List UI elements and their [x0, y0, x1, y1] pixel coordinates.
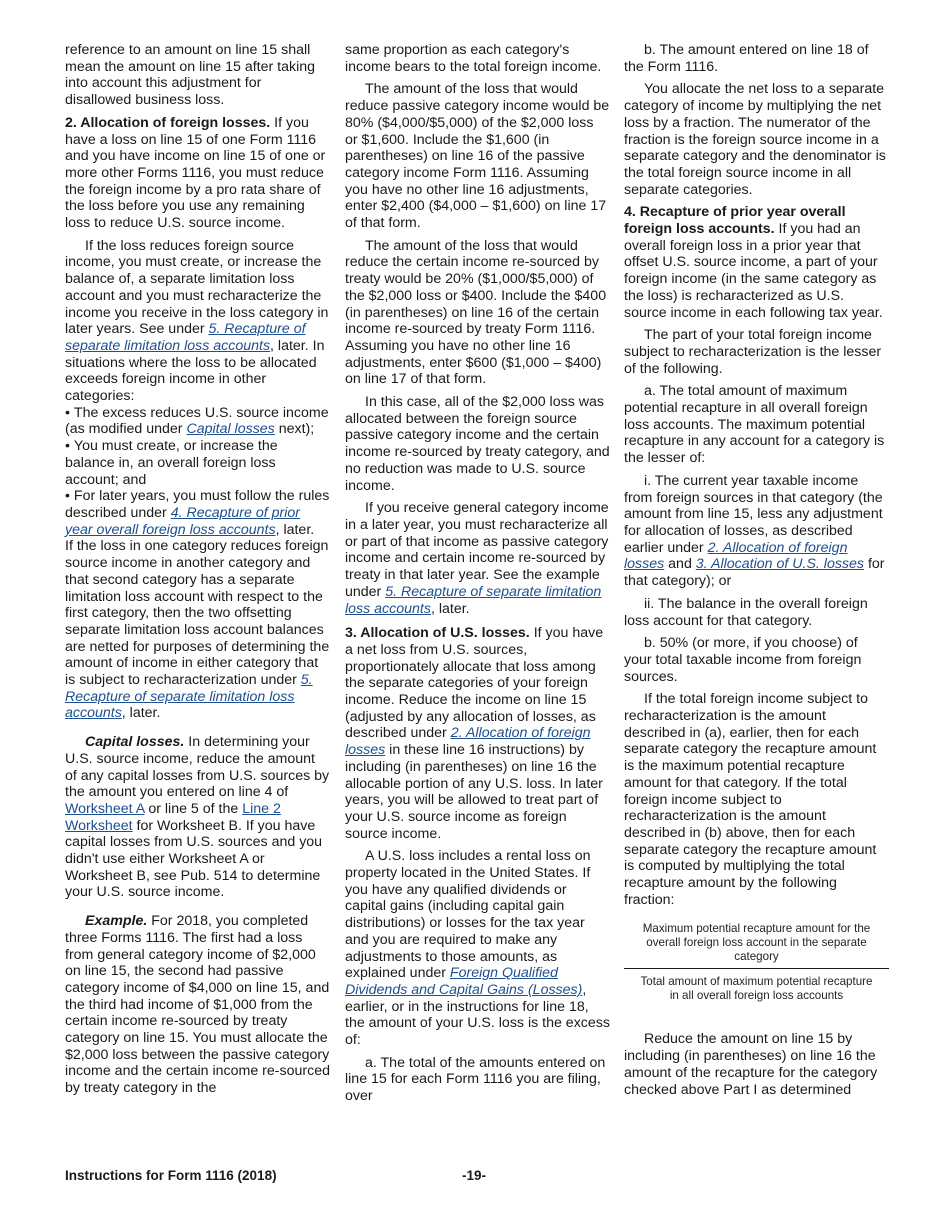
bullet-list [65, 405, 330, 539]
text: in these line 16 instructions) by including (in parentheses) on line 16 the allocable portion of any U.S. loss. In later years, you will be allowed to treat part of your U.S. source income as foreign source income. [345, 742, 603, 842]
column-3 [624, 42, 889, 1104]
paragraph: The amount of the loss that would reduce passive category income would be 80% ($4,000/$5,000) of the $2,000 loss or $1,600. Include the $1,600 (in parentheses) on line 16 of the passive category income Form 1116. Assuming you have no other line 16 adjustments, enter $2,400 ($4,000 – $1,600) on line 17 of that form. [345, 81, 610, 232]
footer-form-title: Instructions for Form 1116 (2018) [65, 1168, 277, 1183]
paragraph: same proportion as each category's income bears to the total foreign income. [345, 42, 602, 75]
link-allocation-foreign-losses[interactable]: 2. Allocation of foreign losses [345, 725, 591, 759]
link-line-2-worksheet[interactable]: Line 2 Worksheet [65, 800, 281, 834]
link-foreign-qualified-dividends[interactable]: Foreign Qualified Dividends and Capital Gains (Losses) [345, 965, 583, 998]
paragraph: If the total foreign income subject to recharacterization is the amount described in (a), earlier, then for each separate category the recapture amount is the maximum potential recapture amount for that category. If the total foreign income subject to recharacterization is the amount described in (b) above, then for each separate category the recapture amount is computed by multiplying the total recapture amount by the following fraction: [624, 691, 877, 908]
section-heading: 3. Allocation of U.S. losses. [345, 625, 530, 642]
text: If you have a net loss from U.S. sources, proportionately allocate that loss among the separate categories of your foreign income. Reduce the income on line 15 (adjusted by any allocation of losses, as described under [345, 625, 604, 742]
text: For later years, you must follow the rules described under [65, 488, 330, 521]
link-capital-losses[interactable]: Capital losses [186, 421, 275, 438]
link-recapture-overall-foreign-loss[interactable]: 4. Recapture of prior year overall foreign loss accounts [65, 504, 301, 538]
text: If you had an overall foreign loss in a prior year that offset U.S. source income, a part of your foreign income (in the same category as the loss) is recharacterized as U.S. source income in each following tax year. [624, 221, 883, 321]
paragraph: You allocate the net loss to a separate category of income by multiplying the net loss by a fraction. The numerator of the fraction is the foreign source income in a separate category and the denominator is the total foreign source income in all separate categories. [624, 81, 886, 198]
list-item [65, 488, 330, 538]
link-allocation-foreign-losses[interactable]: 2. Allocation of foreign losses [624, 539, 848, 573]
section-3 [345, 625, 610, 842]
paragraph [65, 538, 330, 722]
text: next); [274, 421, 315, 438]
paragraph: ii. The balance in the overall foreign loss account for that category. [624, 595, 868, 629]
paragraph [345, 848, 610, 1048]
section-4 [624, 204, 889, 321]
text: for Worksheet B. If you have capital losses from U.S. sources and you didn't use either Worksheet A or Worksheet B, see Pub. 514 to determine your U.S. source income. [65, 817, 323, 901]
text: i. The current year taxable income from foreign sources in that category (the amount from line 15, less any adjustment for allocation of losses, as described earlier under [624, 472, 883, 556]
section-text: If you have a loss on line 15 of one Form 1116 and you have income on line 15 of one or more other Forms 1116, you must reduce the foreign income by a pro rata share of the loss before you use any remaining loss to reduce U.S. source income. [65, 114, 326, 232]
text: , later. [430, 600, 470, 617]
capital-losses-paragraph [65, 734, 330, 901]
paragraph [65, 238, 330, 405]
recapture-fraction [624, 922, 889, 1003]
paragraph: a. The total amount of maximum potential recapture in all overall foreign loss accounts. The maximum potential recapture in any account for a category is the lesser of: [624, 383, 885, 467]
list-item: • You must create, or increase the balance in, an overall foreign loss account; and [65, 438, 330, 488]
list-item [65, 405, 330, 438]
section-heading: Example. [85, 913, 148, 930]
page-number: -19- [462, 1168, 487, 1183]
link-recapture-separate-limitation[interactable]: 5. Recapture of separate limitation loss accounts [65, 321, 306, 354]
link-allocation-us-losses[interactable]: 3. Allocation of U.S. losses [695, 556, 865, 573]
paragraph: b. The amount entered on line 18 of the Form 1116. [624, 42, 869, 75]
section-2 [65, 115, 330, 232]
text: A U.S. loss includes a rental loss on property located in the United States. If you have any qualified dividends or capital gains (including capital gain distributions) or losses for the tax year and you are required to make any adjustments to those amounts, as explained under [345, 848, 591, 982]
paragraph: The amount of the loss that would reduce the certain income re-sourced by treaty would be 20% ($1,000/$5,000) of the $2,000 loss or $400. Include the $400 (in parentheses) on line 16 of the certain income re-sourced by treaty Form 1116. Assuming you have no other line 16 adjustments, enter $600 ($1,000 – $400) on line 17 of that form. [345, 237, 607, 388]
text: for that category); or [624, 556, 885, 590]
fraction-numerator: Maximum potential recapture amount for the overall foreign loss account in the separate category [624, 922, 889, 969]
text: If the loss in one category reduces foreign source income in another category and that second category has a separate limitation loss account with respect to the first category, then the two offsetting separate limitation loss account balances are netted for purposes of determining the amount of income in either category that is subject to recharacterization under [65, 538, 330, 689]
text: , later. In situations where the loss to be allocated exceeds foreign income in other categories: [65, 337, 325, 405]
example-paragraph [65, 913, 330, 1097]
text: If you receive general category income in a later year, you must recharacterize all or part of that income as passive category income and certain income re-sourced by treaty in that later year. See the example under [345, 500, 609, 600]
paragraph: reference to an amount on line 15 shall mean the amount on line 15 after taking into account this adjustment for disallowed business loss. [65, 42, 316, 109]
link-recapture-separate-limitation[interactable]: 5. Recapture of separate limitation loss accounts [345, 583, 602, 617]
paragraph: Reduce the amount on line 15 by including (in parentheses) on line 16 the amount of the recapture for the category checked above Part I as determined [624, 1031, 878, 1098]
text: , later. [275, 521, 315, 538]
text: , later. [121, 705, 161, 722]
fraction-denominator: Total amount of maximum potential recapture in all overall foreign loss accounts [640, 975, 873, 1003]
paragraph: a. The total of the amounts entered on line 15 for each Form 1116 you are filing, over [345, 1054, 606, 1105]
paragraph [624, 473, 889, 590]
text: or line 5 of the [144, 800, 243, 817]
column-1 [65, 42, 330, 1103]
text: The excess reduces U.S. source income (as modified under [65, 404, 329, 438]
text: , earlier, or in the instructions for line 18, the amount of your U.S. loss is the excess of: [345, 981, 610, 1049]
paragraph [345, 500, 610, 617]
paragraph: In this case, all of the $2,000 loss was allocated between the foreign source passive category income and the certain income re-sourced by treaty category, and no reduction was made to U.S. source income. [345, 394, 610, 494]
section-heading: 2. Allocation of foreign losses. [65, 114, 271, 131]
paragraph: b. 50% (or more, if you choose) of your total taxable income from foreign sources. [624, 635, 862, 685]
column-2 [345, 42, 610, 1111]
section-heading: 4. Recapture of prior year overall foreign loss accounts. [624, 204, 846, 238]
text: If the loss reduces foreign source income, you must create, or increase the balance of, a separate limitation loss account and you must recharacterize the income you receive in the loss category in later years. See under [65, 237, 329, 338]
link-worksheet-a[interactable]: Worksheet A [65, 800, 145, 817]
paragraph: The part of your total foreign income subject to recharacterization is the lesser of the following. [624, 327, 882, 377]
text: For 2018, you completed three Forms 1116. The first had a loss from general category income of $2,000 on line 15, the second had passive category income of $4,000 on line 15, and the third had income of $1,000 from the certain income re-sourced by treaty category on line 15. You must allocate the $2,000 loss between the passive category income and the certain income re-sourced by treaty category in the [65, 913, 330, 1097]
link-recapture-separate-limitation[interactable]: 5. Recapture of separate limitation loss accounts [65, 672, 313, 722]
text: and [664, 556, 696, 573]
text: In determining your U.S. source income, reduce the amount of any capital losses from U.S. sources by the amount you entered on line 4 of [65, 734, 330, 801]
section-heading: Capital losses. [85, 734, 185, 751]
